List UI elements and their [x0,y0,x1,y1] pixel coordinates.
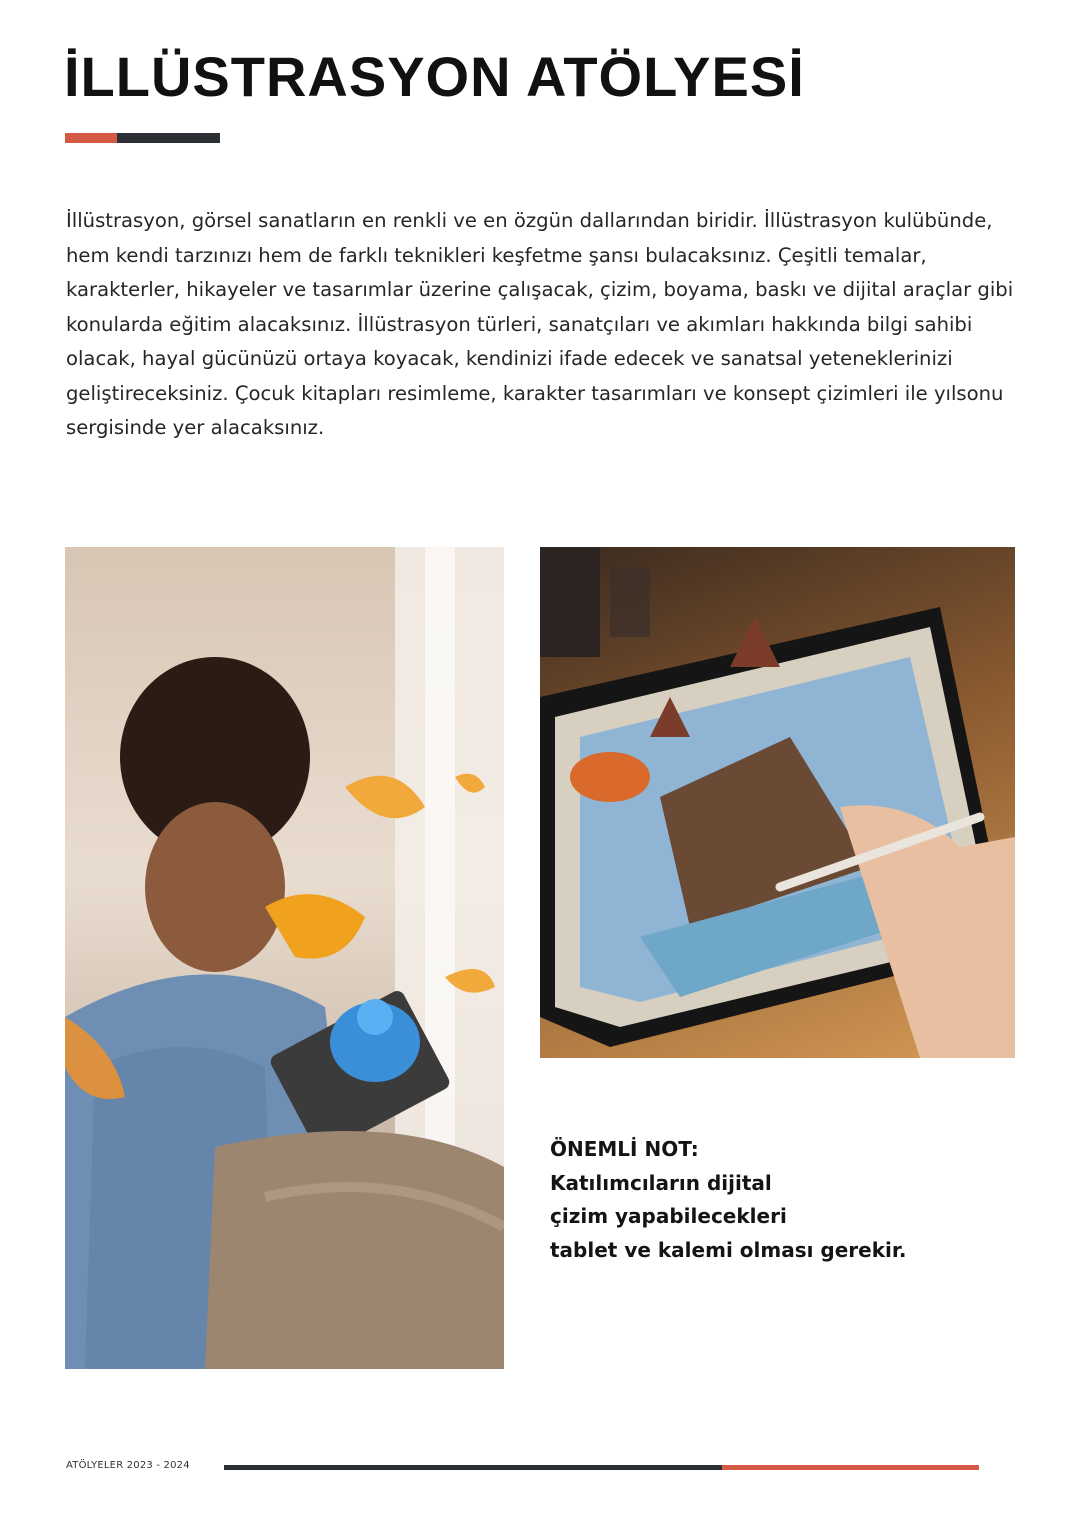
woman-drawing-illustration-icon [65,547,504,1369]
note-line: Katılımcıların dijital [550,1170,772,1195]
page-title: İLLÜSTRASYON ATÖLYESİ [64,45,805,108]
note-heading: ÖNEMLİ NOT: [550,1137,699,1161]
intro-paragraph: İllüstrasyon, görsel sanatların en renkli ve en özgün dallarından biridir. İllüstrasyon kulübünde, hem kendi tarzınızı hem de farklı teknikleri keşfetme şansı bulacaksınız. Çeşitli temalar, karakterler, hikayeler ve tasarımlar üzerine çalışacak, çizim, boyama, baskı ve dijital araçlar gibi konularda eğitim alacaksınız. İllüstrasyon türleri, sanatçıları ve akımları hakkında bilgi sahibi olacak, hayal gücünüzü ortaya koyacak, kendinizi ifade edecek ve sanatsal yeteneklerinizi geliştireceksiniz. Çocuk kitapları resimleme, karakter tasarımları ve konsept çizimleri ile yılsonu sergisinde yer alacaksınız. [66,209,1014,439]
note-line: çizim yapabilecekleri [550,1204,787,1228]
footer-bar-red [722,1465,979,1470]
important-note [550,1133,980,1267]
footer-bar-dark [224,1465,722,1470]
note-line: tablet ve kalemi olması gerekir. [550,1237,907,1262]
woman-drawing-photo [65,547,504,1369]
title-accent-dark [117,133,220,143]
title-accent-red [65,133,117,143]
tablet-digital-painting-icon [540,547,1015,1058]
footer-label: ATÖLYELER 2023 - 2024 [66,1460,190,1471]
tablet-painting-photo [540,547,1015,1058]
